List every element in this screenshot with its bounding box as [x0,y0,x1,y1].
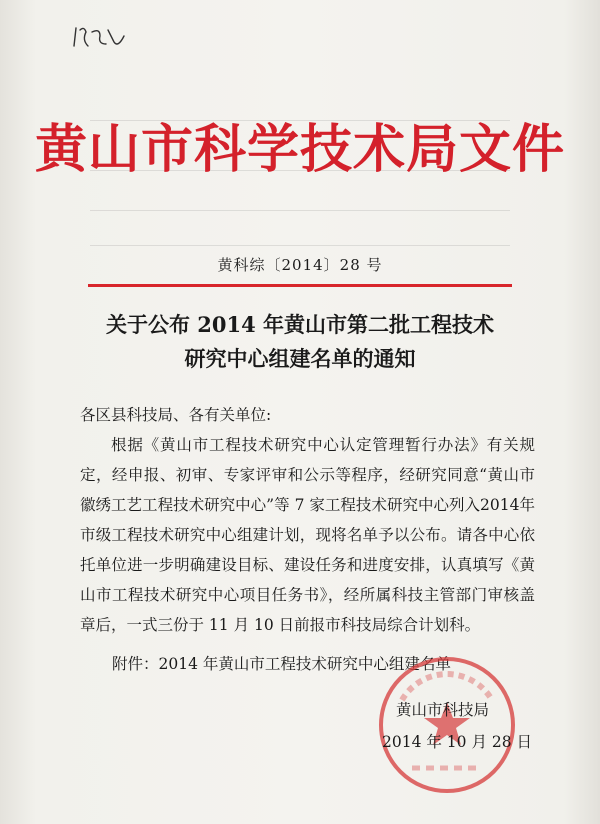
notice-body [80,400,535,640]
bleed-line [90,245,510,246]
bleed-line [90,210,510,211]
notice-title-line-1: 关于公布 2014 年黄山市第二批工程技术 [105,312,495,337]
handwritten-note-mark [70,22,130,52]
document-header-title: 黄山市科学技术局文件 [34,119,565,180]
attachment-line: 附件：2014 年黄山市工程技术研究中心组建名单 [112,655,451,673]
notice-title-line-2: 研究中心组建名单的通知 [184,346,416,371]
notice-title [0,308,600,376]
signature-organization: 黄山市科技局 [396,701,490,719]
header-red-rule [88,284,512,287]
salutation: 各区县科技局、各有关单位: [80,406,272,424]
body-paragraph: 根据《黄山市工程技术研究中心认定管理暂行办法》有关规定，经申报、初审、专家评审和公示等程序，经研究同意“黄山市徽绣工艺工程技术研究中心”等 7 家工程技术研究中心列入2014年市级工程技术研究中心组建计划，现将名单予以公布。请各中心依托单位进一步明确建设目标、建设任务和进度安排，认真填写《黄山市工程技术研究中心项目任务书》，经所属科技主管部门审核盖章后，一式三份于 11 月 10 日前报市科技局综合计划科。 [80,436,535,634]
document-number: 黄科综〔2014〕28 号 [217,256,383,274]
official-seal-icon [372,650,522,800]
signature-date: 2014 年 10 月 28 日 [382,733,533,751]
